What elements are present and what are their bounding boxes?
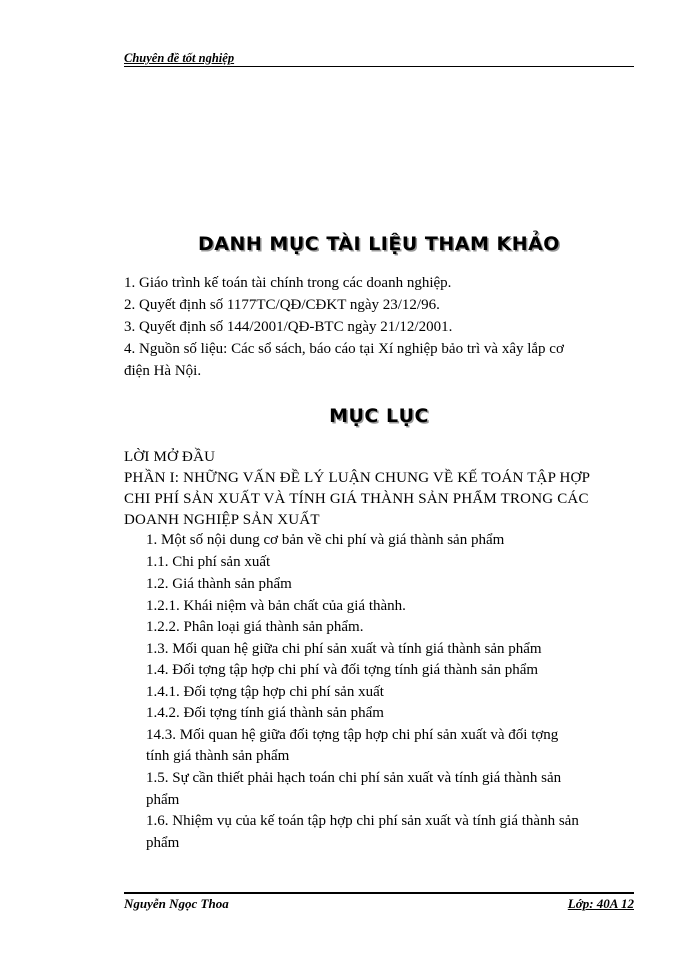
toc-entry: phẩm [146,835,180,851]
toc-entry: 1.4.2. Đối tợng tính giá thành sản phẩm [146,705,384,721]
toc-entry: 1.4. Đối tợng tập hợp chi phí và đối tợng tính giá thành sản phẩm [146,662,539,678]
footer-author: Nguyễn Ngọc Thoa [124,896,229,911]
toc-part-heading: PHẦN I: NHỮNG VẤN ĐỀ LÝ LUẬN CHUNG VỀ KẾ TOÁN TẬP HỢP [124,470,591,486]
toc-part-heading: DOANH NGHIỆP SẢN XUẤT [124,512,320,528]
toc-entry: 1.5. Sự cần thiết phải hạch toán chi phí sản xuất và tính giá thành sản [146,770,562,786]
reference-item: 3. Quyết định số 144/2001/QĐ-BTC ngày 21/12/2001. [124,319,453,335]
toc-entry: 1. Một số nội dung cơ bản về chi phí và giá thành sản phẩm [146,532,505,548]
references-title: DANH MỤC TÀI LIỆU THAM KHẢO [198,233,560,255]
footer-divider [124,892,634,894]
header-divider [124,66,634,67]
reference-item: 1. Giáo trình kế toán tài chính trong các doanh nghiệp. [124,275,452,291]
toc-entry: 1.6. Nhiệm vụ của kế toán tập hợp chi phí sản xuất và tính giá thành sản [146,813,579,829]
toc-entry: 1.3. Mối quan hệ giữa chi phí sản xuất và tính giá thành sản phẩm [146,641,542,657]
toc-entry: tính giá thành sản phẩm [146,748,290,764]
toc-intro: LỜI MỞ ĐẦU [124,449,216,465]
header-title: Chuyên đề tốt nghiệp [124,51,235,65]
toc-part-heading: CHI PHÍ SẢN XUẤT VÀ TÍNH GIÁ THÀNH SẢN PHẨM TRONG CÁC [124,491,589,507]
toc-entry: 14.3. Mối quan hệ giữa đối tợng tập hợp chi phí sản xuất và đối tợng [146,727,559,743]
toc-entry: 1.2.2. Phân loại giá thành sản phẩm. [146,619,364,635]
toc-entry: 1.2. Giá thành sản phẩm [146,576,292,592]
toc-title: MỤC LỤC [329,405,429,427]
toc-entry: phẩm [146,792,180,808]
toc-entry: 1.1. Chi phí sản xuất [146,554,271,570]
reference-item: điện Hà Nội. [124,363,202,379]
reference-item: 2. Quyết định số 1177TC/QĐ/CĐKT ngày 23/12/96. [124,297,440,313]
reference-item: 4. Nguồn số liệu: Các sổ sách, báo cáo tại Xí nghiệp bảo trì và xây lắp cơ [124,341,564,357]
footer-class: Lớp: 40A 12 [567,896,634,911]
toc-entry: 1.4.1. Đối tợng tập hợp chi phí sản xuất [146,684,384,700]
toc-entry: 1.2.1. Khái niệm và bản chất của giá thành. [146,598,406,614]
